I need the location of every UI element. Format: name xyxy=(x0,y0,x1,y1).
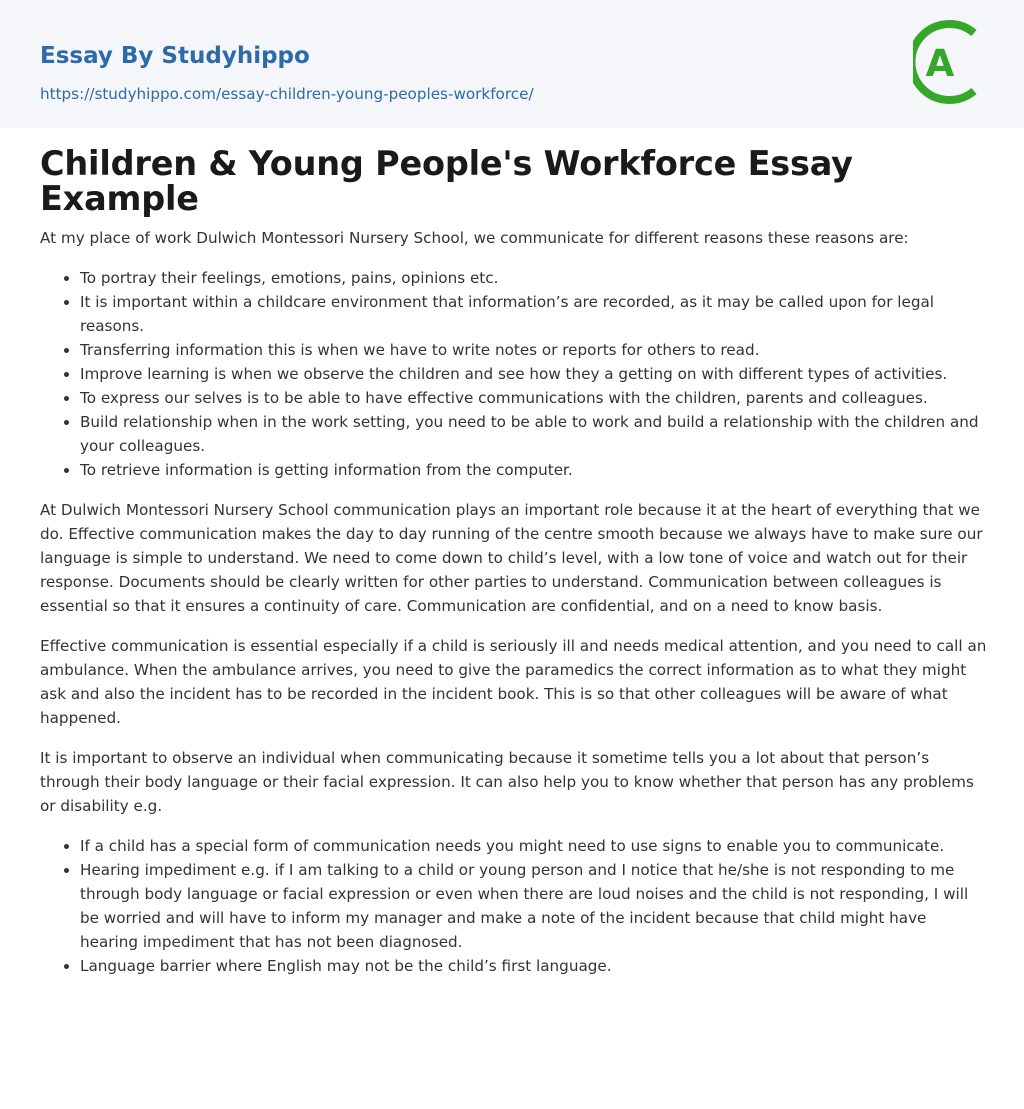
list-item: • To express our selves is to be able to have effective communications with the children, parents and colleagues. xyxy=(80,386,988,410)
reasons-list xyxy=(40,266,988,482)
logo-letter: A xyxy=(925,42,955,85)
list-item: • Hearing impediment e.g. if I am talking to a child or young person and I notice that he/she is not responding to me through body language or facial expression or even when there are loud noises and the child is not responding, I will be worried and will have to inform my manager and make a note of the incident because that child might have hearing impediment that has not been diagnosed. xyxy=(80,858,988,954)
page-title: Children & Young People's Workforce Essay Example xyxy=(40,144,853,218)
list-item: • To portray their feelings, emotions, pains, opinions etc. xyxy=(80,266,988,290)
body-paragraph: Effective communication is essential especially if a child is seriously ill and needs medical attention, and you need to call an ambulance. When the ambulance arrives, you need to give the paramedics the correct information as to what they might ask and also the incident has to be recorded in the incident book. This is so that other colleagues will be aware of what happened. xyxy=(40,637,987,727)
list-item: • It is important within a childcare environment that information’s are recorded, as it may be called upon for legal reasons. xyxy=(80,290,988,338)
list-item: • To retrieve information is getting information from the computer. xyxy=(80,458,988,482)
site-header xyxy=(0,0,1024,128)
brand-title[interactable]: Essay By Studyhippo xyxy=(40,43,310,69)
list-item: • If a child has a special form of communication needs you might need to use signs to enable you to communicate. xyxy=(80,834,988,858)
list-item: • Transferring information this is when we have to write notes or reports for others to read. xyxy=(80,338,988,362)
list-item: • Language barrier where English may not be the child’s first language. xyxy=(80,954,988,978)
body-paragraph: It is important to observe an individual when communicating because it sometime tells you a lot about that person’s through their body language or their facial expression. It can also help you to know whether that person has any problems or disability e.g. xyxy=(40,749,974,815)
article xyxy=(40,146,988,994)
studyhippo-logo-icon[interactable] xyxy=(913,19,987,105)
list-item: • Build relationship when in the work setting, you need to be able to work and build a relationship with the children and your colleagues. xyxy=(80,410,988,458)
examples-list xyxy=(40,834,988,978)
source-url-link[interactable]: https://studyhippo.com/essay-children-young-peoples-workforce/ xyxy=(40,85,534,103)
intro-paragraph: At my place of work Dulwich Montessori Nursery School, we communicate for different reasons these reasons are: xyxy=(40,229,909,247)
body-paragraph: At Dulwich Montessori Nursery School communication plays an important role because it at the heart of everything that we do. Effective communication makes the day to day running of the centre smooth because we always have to make sure our language is simple to understand. We need to come down to child’s level, with a low tone of voice and watch out for their response. Documents should be clearly written for other parties to understand. Communication between colleagues is essential so that it ensures a continuity of care. Communication are confidential, and on a need to know basis. xyxy=(40,501,983,615)
list-item: • Improve learning is when we observe the children and see how they a getting on with different types of activities. xyxy=(80,362,988,386)
